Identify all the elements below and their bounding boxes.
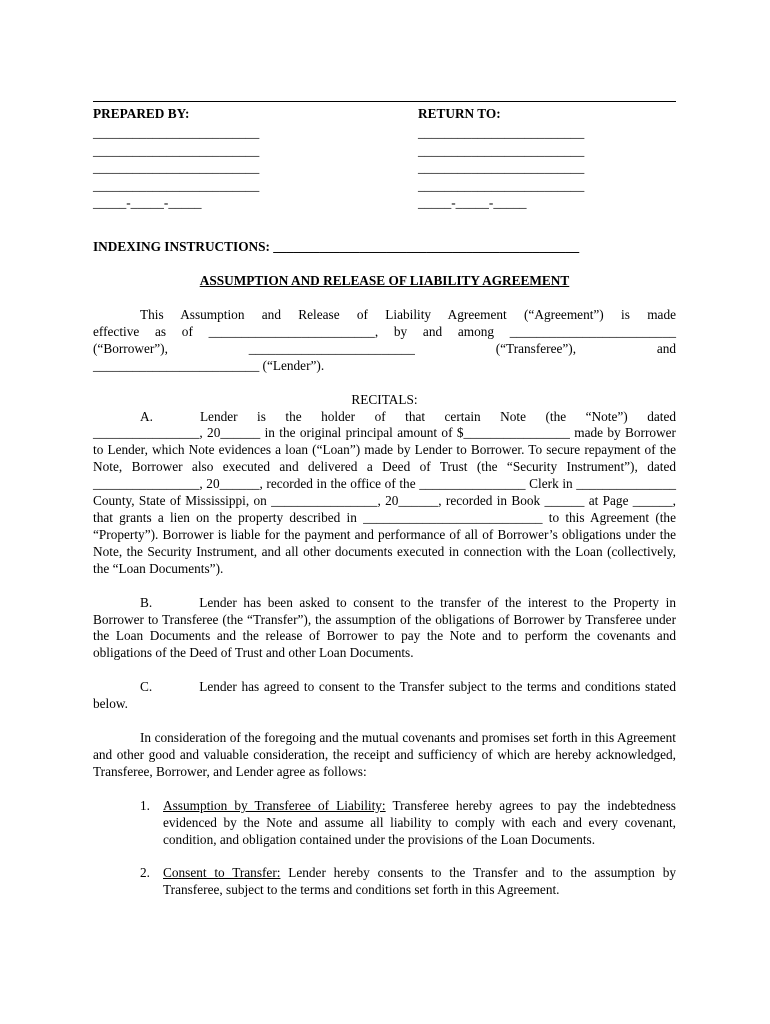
prepared-by-line: _________________________ [93, 160, 260, 175]
recital-a-label: A. [140, 408, 153, 424]
numbered-item-2 [93, 865, 676, 899]
prepared-by-line: _________________________ [93, 142, 260, 158]
recital-a-first-text: Lender is the holder of that certain Note (the “Note”) dated [199, 408, 676, 424]
top-rule [93, 101, 676, 102]
return-to-line: _________________________ [418, 142, 585, 158]
numbered-item-1 [93, 798, 676, 849]
item-1-text: Transferee hereby agrees to pay the indebtedness evidenced by the Note and assume all liability to comply with each and every covenant, condition, and obligation contained under the provisions of the Loan Documents. [163, 797, 676, 847]
prepared-by-phone-line: _____-_____-_____ [93, 195, 202, 210]
item-1-heading: Assumption by Transferee of Liability: [163, 797, 386, 813]
document-body [93, 307, 676, 899]
intro-line-1: This Assumption and Release of Liability Agreement (“Agreement”) is made [140, 307, 676, 322]
prepared-by-line: _________________________ [93, 177, 260, 193]
recital-a-first-line [93, 409, 676, 426]
recital-b-label: B. [140, 594, 153, 610]
and-word: and [656, 340, 677, 356]
item-2-heading: Consent to Transfer: [163, 865, 281, 881]
return-to-line: _________________________ [418, 160, 585, 175]
recital-c [93, 679, 676, 713]
transferee-blank: _________________________ [248, 340, 415, 356]
document-title: ASSUMPTION AND RELEASE OF LIABILITY AGREEMENT [199, 273, 570, 288]
intro-line-2: effective as of _________________________, by and among _________________________ [93, 323, 676, 339]
transferee-label: (“Transferee”), [495, 340, 577, 356]
prepared-by-title: PREPARED BY: [93, 106, 190, 121]
prepared-by-block [93, 106, 353, 213]
recital-b [93, 595, 676, 663]
borrower-label: (“Borrower”), [93, 340, 168, 356]
recital-a-text: ________________, 20______ in the original principal amount of $________________ made by Borrower to Lender, which Note evidences a loan (“Loan”) made by Lender to Borrower. To secure repayment of the Note, Borrower also executed and delivered a Deed of Trust (the “Security Instrument”), dated ________________, 20______, recorded in the office of the ________________ Clerk in _______________ County, State of Mississippi, on ________________, 20______, recorded in Book ______ at Page ______, that grants a lien on the property described in ___________________________ to this Agreement (the “Property”). Borrower is liable for the payment and performance of all of Borrower’s obligations under the Note, the Security Instrument, and all other documents executed in connection with the Loan (collectively, the “Loan Documents”). [93, 425, 676, 576]
item-1-number: 1. [140, 797, 150, 813]
return-to-title: RETURN TO: [418, 106, 501, 121]
recitals-heading: RECITALS: [351, 391, 418, 407]
recital-c-label: C. [140, 679, 153, 695]
intro-parties-line [93, 341, 676, 358]
return-to-block [418, 106, 678, 213]
indexing-instructions: INDEXING INSTRUCTIONS: ______________________________________________ [93, 239, 580, 254]
item-2-text: Lender hereby consents to the Transfer and to the assumption by Transferee, subject to the terms and conditions set forth in this Agreement. [163, 865, 676, 898]
consideration-paragraph: In consideration of the foregoing and the mutual covenants and promises set forth in this Agreement and other good and valuable consideration, the receipt and sufficiency of which are hereby acknowledged, Transferee, Borrower, and Lender agree as follows: [93, 730, 676, 779]
return-to-line: _________________________ [418, 125, 585, 140]
intro-line-4: _________________________ (“Lender”). [93, 357, 325, 373]
recital-c-text: Lender has agreed to consent to the Transfer subject to the terms and conditions stated below. [93, 679, 676, 712]
recital-b-text: Lender has been asked to consent to the transfer of the interest to the Property in Borrower to Transferee (the “Transfer”), the assumption of the obligations of Borrower by Transferee under the Loan Documents and the release of Borrower to pay the Note and to perform the covenants and obligations of the Deed of Trust and other Loan Documents. [93, 594, 676, 661]
return-to-line: _________________________ [418, 177, 585, 193]
prepared-by-line: _________________________ [93, 125, 260, 140]
return-to-phone-line: _____-_____-_____ [418, 195, 527, 210]
item-2-number: 2. [140, 865, 150, 881]
